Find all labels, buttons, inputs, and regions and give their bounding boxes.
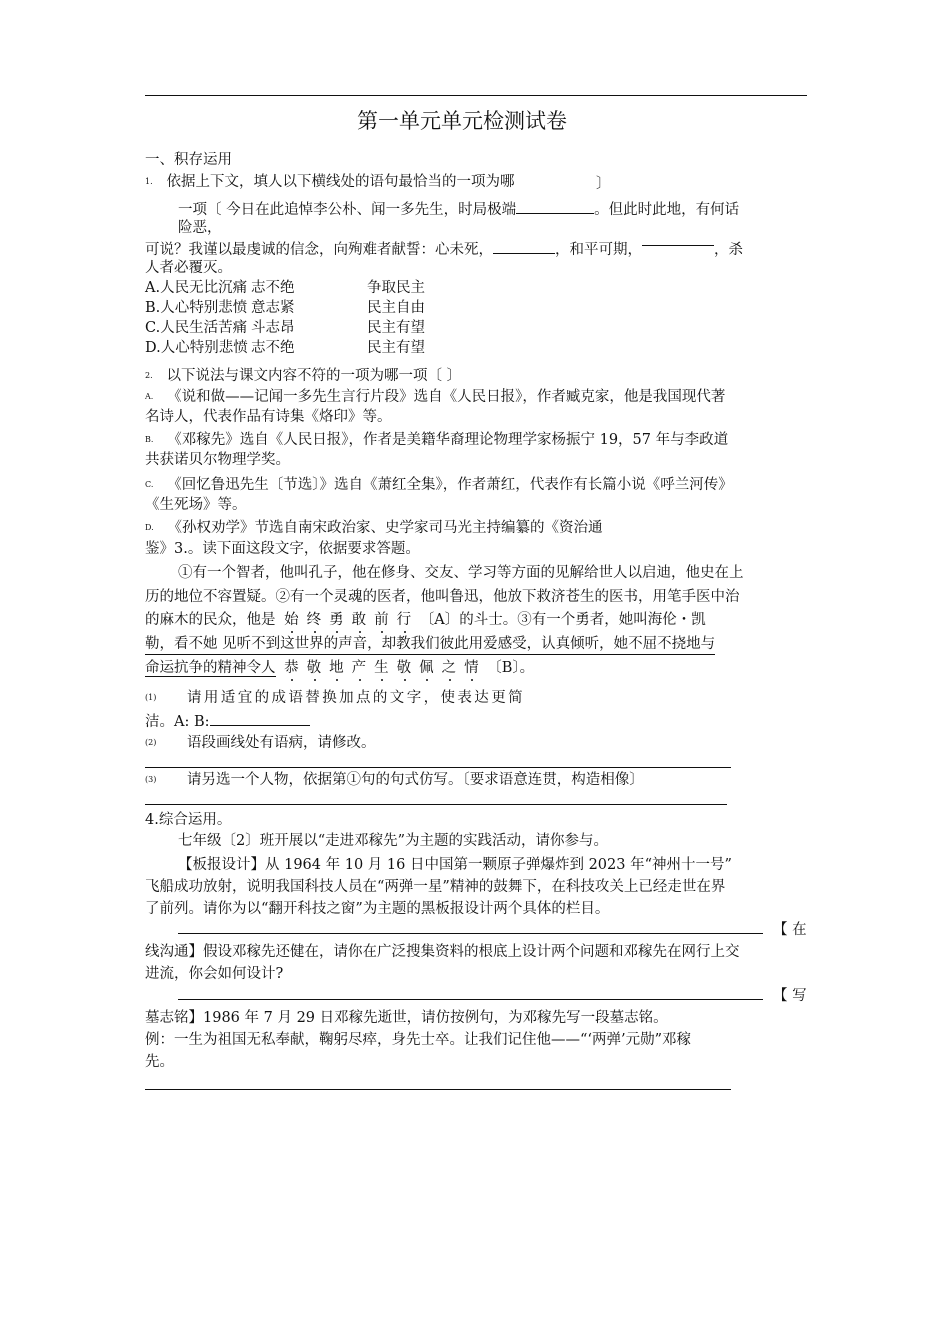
- q3-line5a: 命运抗争的精神令人: [145, 660, 276, 676]
- q3-sub2-text: 语段画线处有语病，请修改。: [187, 735, 376, 751]
- q4-board-line1: 【板报设计】从 1964 年 10 月 16 日中国第一颗原子弹爆炸到 2023 年“神州十一号”: [178, 857, 732, 873]
- q2-option-d-cont: 鉴》3.。读下面这段文字，依据要求答题。: [145, 541, 420, 557]
- q2-stem-text: 以下说法与课文内容不符的一项为哪一项〔 〕: [166, 368, 462, 384]
- dotted-char: 行: [393, 610, 416, 630]
- option-label: B.: [145, 435, 154, 444]
- q1-line2b: 。但此时此地，有何话: [594, 202, 740, 218]
- dotted-char: 敬: [303, 658, 326, 678]
- top-rule: [145, 95, 807, 96]
- q1-option-d[interactable]: [145, 338, 425, 358]
- q4-epitaph-tag: 【 写: [773, 988, 807, 1004]
- option-d-phrase-3: 民主有望: [367, 340, 425, 356]
- option-d-phrase-1: 人心特别悲愤: [160, 340, 248, 356]
- q3-passage-line3: [145, 610, 706, 630]
- q1-line4a: 可说？我谨以最虔诚的信念，向殉难者献誓：心未死，: [145, 242, 493, 258]
- q2-option-b-text: 《邓稼先》选自《人民日报》，作者是美籍华裔理论物理学家杨振宁 19，57 年与李政道: [167, 432, 729, 448]
- answer-line[interactable]: [178, 999, 763, 1000]
- option-b-phrase-2: 意志紧: [251, 300, 295, 316]
- dotted-char: 勇: [325, 610, 348, 630]
- q1-line5: 人者必覆灭。: [145, 260, 232, 276]
- answer-line[interactable]: [178, 933, 763, 934]
- dotted-char: 地: [325, 658, 348, 678]
- q2-stem: [145, 366, 461, 386]
- option-label: C.: [145, 320, 161, 336]
- q2-option-a-text: 《说和做——记闻一多先生言行片段》选自《人民日报》，作者臧克家，他是我国现代著: [167, 389, 726, 405]
- q1-line4b: ，和平可期，: [555, 242, 642, 258]
- q1-line2: [178, 198, 739, 220]
- dotted-char: 之: [438, 658, 461, 678]
- q3-passage-line2: 历的地位不容置疑。②有一个灵魂的医者，他叫鲁迅，他放下救济苍生的医书，用笔手医中治: [145, 589, 740, 605]
- q1-blank-1[interactable]: [516, 198, 594, 214]
- q2-option-c[interactable]: [145, 475, 733, 495]
- q3-passage-line1: ①有一个智者，他叫孔子，他在修身、交友、学习等方面的见解给世人以启迪，他史在上: [178, 565, 744, 581]
- q2-option-d[interactable]: [145, 518, 603, 538]
- answer-line[interactable]: [145, 1089, 731, 1090]
- q1-line4c: ，杀: [714, 242, 743, 258]
- option-c-phrase-2: 斗志昂: [251, 320, 295, 336]
- answer-line[interactable]: [145, 804, 727, 805]
- q2-option-c-cont: 《生死场》等。: [145, 497, 247, 513]
- q3-line3a: 的麻木的民众，他是: [145, 612, 276, 628]
- q1-line3: 险恶，: [178, 220, 222, 236]
- option-label: B.: [145, 300, 161, 316]
- sub-number: (1): [145, 693, 157, 702]
- option-a-phrase-2: 志不绝: [251, 280, 295, 296]
- q2-option-d-text: 《孙权劝学》节选自南宋政治家、史学家司马光主持编纂的《资治通: [167, 520, 603, 536]
- option-a-phrase-3: 争取民主: [367, 280, 425, 296]
- section-heading: 一、积存运用: [145, 152, 232, 168]
- q3-sub3: [145, 770, 644, 790]
- q3-answer-blank[interactable]: [210, 710, 310, 726]
- q3-sub1-answer-label: 洁。A: B:: [145, 714, 210, 730]
- q4-online-tag: 【 在: [773, 922, 807, 938]
- dotted-char: 佩: [415, 658, 438, 678]
- sub-number: (3): [145, 775, 157, 784]
- q3-sub2: [145, 733, 376, 753]
- option-c-phrase-3: 民主有望: [367, 320, 425, 336]
- q1-blank-3[interactable]: [642, 230, 714, 246]
- dotted-char: 敢: [348, 610, 371, 630]
- q2-option-b[interactable]: [145, 430, 728, 450]
- q4-online-line3: 进流，你会如何设计?: [145, 966, 284, 982]
- q3-passage-line4: 勒，看不她 见听不到这世界的声音，却教我们彼此用爱感受，认真倾听，她不屈不挠地与: [145, 634, 715, 655]
- q3-line5b: 〔B〕。: [487, 660, 535, 676]
- q4-intro: 七年级〔2〕班开展以“走进邓稼先”为主题的实践活动，请你参与。: [178, 833, 609, 849]
- option-label: A.: [145, 392, 154, 401]
- q1-option-a[interactable]: [145, 278, 425, 298]
- q2-option-c-text: 《回忆鲁迅先生〔节选〕》选自《萧红全集》，作者萧红，代表作有长篇小说《呼兰河传》: [167, 477, 733, 493]
- q1-option-b[interactable]: [145, 298, 425, 318]
- q4-heading: 4.综合运用。: [145, 812, 232, 828]
- q3-sub1-text: 请用适宜的成语替换加点的文字，使表达更简: [187, 690, 525, 706]
- option-c-phrase-1: 人民生活苦痛: [160, 320, 248, 336]
- dotted-char: 产: [348, 658, 371, 678]
- sub-number: (2): [145, 738, 157, 747]
- q3-line3b: 〔A〕的斗士。③有一个勇者，她叫海伦・凯: [419, 612, 706, 628]
- q4-online-line2: 线沟通】假设邓稼先还健在，请你在广泛搜集资料的根底上设计两个问题和邓稼先在网行上交: [145, 944, 740, 960]
- q1-stem-text: 依据上下文，填人以下横线处的语句最恰当的一项为哪: [166, 174, 515, 190]
- q1-bracket: 〕: [596, 176, 611, 192]
- q4-example-line1: 例：一生为祖国无私奉献，鞠躬尽瘁，身先士卒。让我们记住他——“‘两弹’元勋”邓稼: [145, 1032, 692, 1048]
- q4-epitaph-line2: 墓志铭】1986 年 7 月 29 日邓稼先逝世，请仿按例句，为邓稼先写一段墓志铭。: [145, 1010, 668, 1026]
- q1-blank-2[interactable]: [493, 238, 555, 254]
- option-b-phrase-3: 民主自由: [367, 300, 425, 316]
- option-label: D.: [145, 340, 161, 356]
- option-label: A.: [145, 280, 161, 296]
- q2-option-b-cont: 共获诺贝尔物理学奖。: [145, 452, 290, 468]
- q3-passage-line5: [145, 658, 534, 678]
- option-a-phrase-1: 人民无比沉痛: [160, 280, 248, 296]
- dotted-char: 生: [370, 658, 393, 678]
- option-label: D.: [145, 523, 154, 532]
- option-label: C.: [145, 480, 154, 489]
- option-d-phrase-2: 志不绝: [251, 340, 295, 356]
- q4-example-line2: 先。: [145, 1054, 174, 1070]
- q3-sub1: [145, 688, 525, 708]
- q2-option-a[interactable]: [145, 387, 725, 407]
- dotted-char: 前: [370, 610, 393, 630]
- q1-stem: [145, 172, 514, 192]
- option-b-phrase-1: 人心特别悲愤: [160, 300, 248, 316]
- q2-number: 2.: [145, 371, 153, 380]
- page-title: 第一单元单元检测试卷: [357, 109, 567, 133]
- q1-number: 1.: [145, 177, 153, 186]
- q4-board-line3: 了前列。请你为以“翻开科技之窗”为主题的黑板报设计两个具体的栏目。: [145, 901, 610, 917]
- q1-line2a: 一项〔 今日在此追悼李公朴、闻一多先生，时局极端: [178, 202, 517, 218]
- q2-option-a-cont: 名诗人，代表作品有诗集《烙印》等。: [145, 409, 392, 425]
- q3-sub3-text: 请另选一个人物，依据第①句的句式仿写。〔要求语意连贯，构造相像〕: [187, 772, 644, 788]
- q1-option-c[interactable]: [145, 318, 425, 338]
- dotted-char: 恭: [280, 658, 303, 678]
- dotted-char: 终: [303, 610, 326, 630]
- q4-board-line2: 飞船成功放射，说明我国科技人员在“两弹一星”精神的鼓舞下，在科技攻关上已经走世在界: [145, 879, 726, 895]
- answer-line[interactable]: [145, 767, 731, 768]
- q3-sub1-answer: [145, 710, 310, 732]
- dotted-char: 情: [460, 658, 483, 678]
- dotted-char: 始: [280, 610, 303, 630]
- q1-line4: [145, 238, 743, 260]
- dotted-char: 敬: [393, 658, 416, 678]
